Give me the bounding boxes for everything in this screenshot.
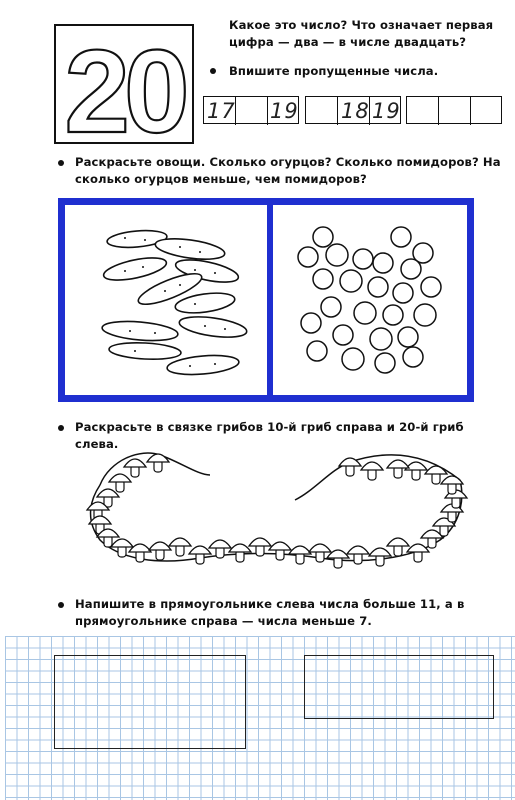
intro-question <box>229 17 509 51</box>
mushroom-icon <box>369 548 391 566</box>
cucumbers-picture <box>95 225 255 385</box>
mushroom-icon <box>361 462 383 480</box>
cell-divider <box>470 97 471 125</box>
number-cells-group-2 <box>305 96 401 124</box>
number-box <box>54 24 194 144</box>
rectangles-line-2: прямоугольнике справа — числа меньше 7. <box>75 614 372 628</box>
right-answer-box[interactable] <box>304 655 494 719</box>
cell-divider <box>438 97 439 125</box>
big-number: 20 <box>64 26 184 144</box>
missing-numbers-instruction: Впишите пропущенные числа. <box>229 64 439 78</box>
mushroom-garland <box>80 440 480 590</box>
bullet-icon <box>58 425 64 431</box>
vegetables-line-1: Раскрасьте овощи. Сколько огурцов? Сколько помидоров? На <box>75 155 501 169</box>
bullet-icon <box>58 160 64 166</box>
mushroom-icon <box>149 542 171 560</box>
mushroom-icon <box>169 538 191 556</box>
rectangles-line-1: Напишите в прямоугольнике слева числа больше 11, а в <box>75 597 465 611</box>
mushrooms-line-2: слева. <box>75 437 119 451</box>
number-cells-group-1 <box>203 96 299 124</box>
mushrooms-line-1: Раскрасьте в связке грибов 10-й гриб справа и 20-й гриб <box>75 420 464 434</box>
number-cells-group-3 <box>406 96 502 124</box>
vegetables-line-2: сколько огурцов меньше, чем помидоров? <box>75 172 367 186</box>
vegetables-instruction <box>75 154 515 188</box>
grid-paper <box>5 636 515 800</box>
mushroom-icon <box>269 542 291 560</box>
handwritten-number: 19 <box>270 99 299 123</box>
mushroom-icon <box>387 538 409 556</box>
left-answer-box[interactable] <box>54 655 246 749</box>
handwritten-number: 17 <box>207 99 236 123</box>
mushroom-icon <box>124 459 146 477</box>
vegetables-divider <box>267 205 273 395</box>
bullet-icon <box>210 68 216 74</box>
handwritten-number: 18 <box>341 99 370 123</box>
intro-line-1: Какое это число? Что означает первая <box>229 18 494 32</box>
cell-divider <box>267 97 268 125</box>
mushroom-icon <box>339 458 361 476</box>
rectangles-instruction <box>75 596 515 630</box>
mushroom-icon <box>111 539 133 557</box>
intro-line-2: цифра — два — в числе двадцать? <box>229 35 467 49</box>
cell-divider <box>337 97 338 125</box>
mushroom-icon <box>189 546 211 564</box>
handwritten-number: 19 <box>372 99 401 123</box>
big-number-outline <box>54 24 194 144</box>
tomatoes-picture <box>293 223 453 393</box>
mushroom-icon <box>109 474 131 492</box>
mushroom-icon <box>405 462 427 480</box>
bullet-icon <box>58 602 64 608</box>
vegetables-frame <box>58 198 474 402</box>
